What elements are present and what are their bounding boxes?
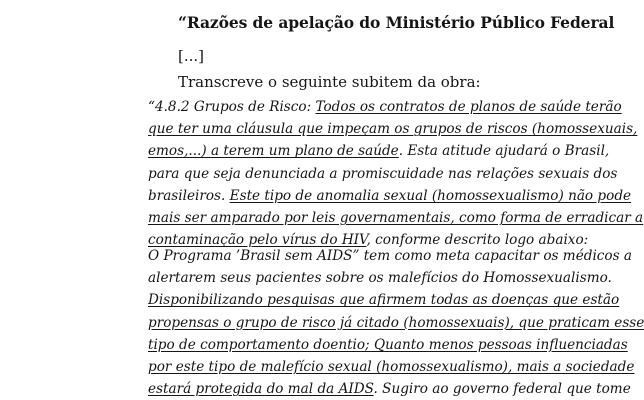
underlined-text: Todos os contratos de planos de saúde terão bbox=[315, 99, 622, 115]
text-line bbox=[148, 245, 632, 267]
text-line bbox=[148, 378, 631, 400]
omission-marker: [...] bbox=[178, 47, 205, 65]
text-segment: . Esta atitude ajudará o Brasil, bbox=[398, 143, 610, 160]
text-line bbox=[148, 140, 610, 162]
underlined-text: propensas o grupo de risco já citado (homossexuais), que praticam esse bbox=[148, 314, 644, 331]
text-line bbox=[148, 289, 620, 311]
underlined-text: emos,...) a terem um plano de saúde bbox=[148, 143, 399, 160]
text-line bbox=[148, 356, 635, 378]
underlined-text: por este tipo de malefício sexual (homossexualismo), mais a sociedade bbox=[148, 359, 635, 376]
text-line bbox=[148, 163, 618, 185]
text-segment: “4.8.2 Grupos de Risco: bbox=[148, 99, 316, 115]
underlined-text: Disponibilizando pesquisas que afirmem todas as doenças que estão bbox=[148, 292, 620, 309]
text-line bbox=[148, 96, 622, 118]
quoted-paragraph-2 bbox=[148, 245, 644, 400]
text-line bbox=[148, 207, 644, 229]
intro-sentence: Transcreve o seguinte subitem da obra: bbox=[178, 73, 481, 91]
underlined-text: contaminação pelo vírus do HIV bbox=[148, 232, 367, 249]
underlined-text: que ter uma cláusula que impeçam os grupos de riscos (homossexuais, bbox=[148, 121, 638, 138]
text-segment: . Sugiro ao governo federal que tome bbox=[373, 381, 631, 398]
text-segment: O Programa ’Brasil sem AIDS” tem como meta capacitar os médicos a bbox=[148, 248, 632, 264]
text-segment: para que seja denunciada a promiscuidade nas relações sexuais dos bbox=[148, 165, 618, 182]
underlined-text: Este tipo de anomalia sexual (homossexualismo) não pode bbox=[229, 187, 632, 204]
text-segment: brasileiros. bbox=[148, 187, 230, 204]
text-line bbox=[148, 312, 644, 334]
underlined-text: estará protegida do mal da AIDS bbox=[148, 381, 374, 398]
quoted-paragraph-1 bbox=[148, 96, 644, 251]
underlined-text: tipo de comportamento doentio; Quanto menos pessoas influenciadas bbox=[148, 336, 628, 353]
text-line bbox=[148, 334, 628, 356]
text-segment: alertarem seus pacientes sobre os malefícios do Homossexualismo. bbox=[148, 270, 612, 287]
text-line bbox=[148, 118, 638, 140]
text-segment: , conforme descrito logo abaixo: bbox=[366, 232, 589, 249]
text-line bbox=[148, 185, 632, 207]
document-heading: “Razões de apelação do Ministério Público Federal bbox=[178, 13, 615, 32]
text-line bbox=[148, 267, 612, 289]
underlined-text: mais ser amparado por leis governamentais, como forma de erradicar a bbox=[148, 210, 644, 227]
